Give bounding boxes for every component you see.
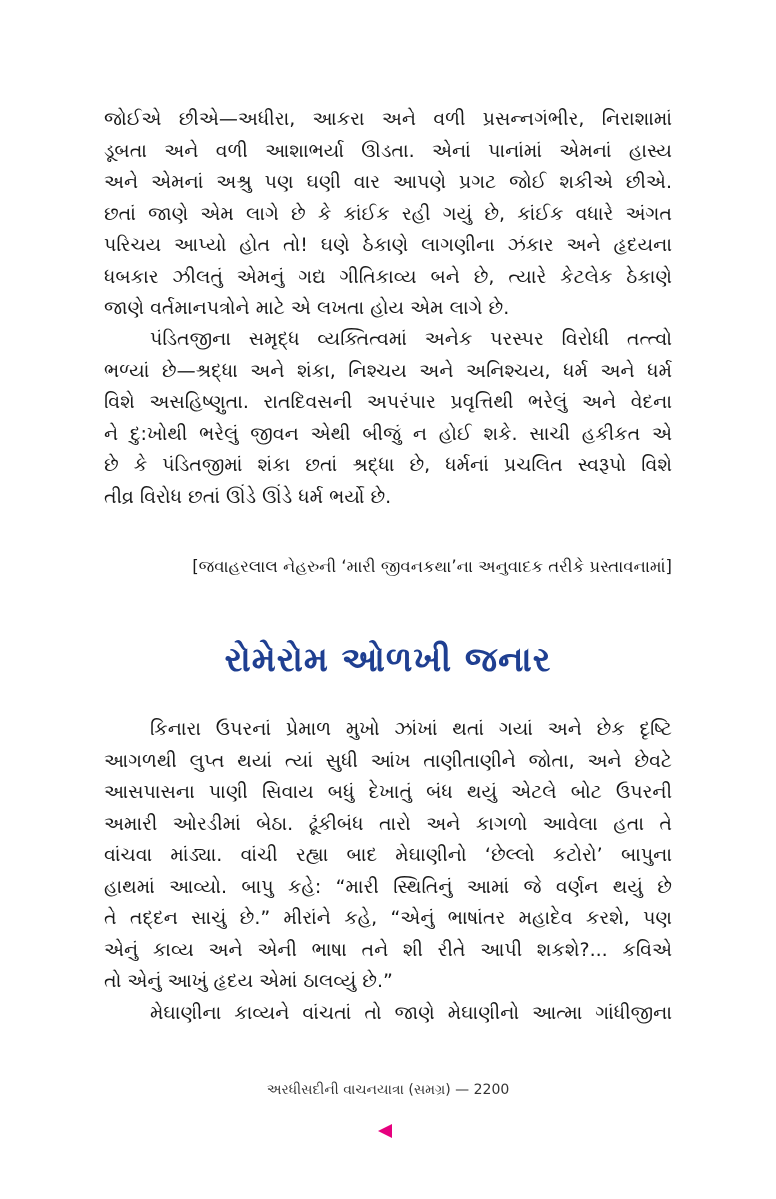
paragraph-line: આગળથી લુપ્ત થયાં ત્યાં સુધી આંખ તાણીતાણીને જોતા, અને છેવટે — [104, 749, 672, 772]
paragraph-line: અને એમનાં અશ્રુ પણ ઘણી વાર આપણે પ્રગટ જોઈ શકીએ છીએ. — [104, 171, 672, 193]
paragraph-line: તો એનું આખું હૃદય એમાં ઠાલવ્યું છે.” — [104, 970, 393, 992]
paragraph-line: કિનારા ઉપરનાં પ્રેમાળ મુખો ઝાંખાં થતાં ગયાં અને છેક દૃષ્ટિ — [150, 718, 672, 740]
paragraph-line: ને દુ:ખોથી ભરેલું જીવન એથી બીજું ન હોઈ શકે. સાચી હકીકત એ — [104, 422, 672, 445]
paragraph-line: વાંચવા માંડ્યા. વાંચી રહ્યા બાદ મેઘાણીનો ‘છેલ્લો કટોરો’ બાપુના — [104, 844, 672, 866]
paragraph-line: ધબકાર ઝીલતું એમનું ગદ્ય ગીતિકાવ્ય બને છે, ત્યારે કેટલેક ઠેકાણે — [104, 265, 672, 288]
paragraph-line: ભળ્યાં છે—શ્રદ્ધા અને શંકા, નિશ્ચય અને અનિશ્ચય, ધર્મ અને ધર્મ — [104, 359, 672, 382]
paragraph-line: છતાં જાણે એમ લાગે છે કે કાંઈક રહી ગયું છે, કાંઈક વધારે અંગત — [104, 202, 672, 225]
paragraph-line: ડૂબતા અને વળી આશાભર્યા ઊડતા. એનાં પાનાંમાં એમનાં હાસ્ય — [104, 139, 672, 162]
page-footer: અરધીસદીની વાચનયાત્રા (સમગ્ર) — 2200 — [266, 1082, 510, 1098]
paragraph-line: જાણે વર્તમાનપત્રોને માટે એ લખતા હોય એમ લાગે છે. — [104, 297, 510, 319]
paragraph-line: પરિચય આપ્યો હોત તો! ઘણે ઠેકાણે લાગણીના ઝંકાર અને હૃદયના — [104, 234, 672, 256]
paragraph-line: હાથમાં આવ્યો. બાપુ કહે: “મારી સ્થિતિનું આમાં જે વર્ણન થયું છે — [104, 875, 672, 898]
paragraph-line: પંડિતજીના સમૃદ્ધ વ્યક્તિત્વમાં અનેક પરસ્પર વિરોધી તત્ત્વો — [150, 328, 672, 350]
left-triangle-arrow-icon[interactable] — [378, 1124, 392, 1138]
paragraph-line: આસપાસના પાણી સિવાય બધું દેખાતું બંધ થયું એટલે બોટ ઉપરની — [104, 781, 672, 803]
article-title: રોમેરોમ ઓળખી જનાર — [224, 640, 552, 680]
continued-text-section — [104, 104, 672, 325]
source-citation: [જવાહરલાલ નેહરુની ‘મારી જીવનકથા’ના અનુવાદક તરીકે પ્રસ્તાવનામાં] — [192, 557, 672, 576]
second-paragraph — [104, 324, 672, 513]
paragraph-line: વિશે અસહિષ્ણુતા. રાતદિવસની અપરંપાર પ્રવૃત્તિથી ભરેલું અને વેદના — [104, 391, 672, 413]
paragraph-line: અમારી ઓરડીમાં બેઠા. ઢૂંકીબંધ તારો અને કાગળો આવેલા હતા તે — [104, 812, 672, 835]
paragraph-line: જોઈએ છીએ—અધીરા, આકરા અને વળી પ્રસન્નગંભીર, નિરાશામાં — [104, 108, 672, 130]
paragraph-line: એનું કાવ્ય અને એની ભાષા તને શી રીતે આપી શકશે?... કવિએ — [104, 938, 672, 961]
paragraph-line: મેઘાણીના કાવ્યને વાંચતાં તો જાણે મેઘાણીનો આત્મા ગાંધીજીના — [150, 1001, 672, 1024]
paragraph-line: છે કે પંડિતજીમાં શંકા છતાં શ્રદ્ધા છે, ધર્મનાં પ્રચલિત સ્વરૂપો વિશે — [104, 454, 672, 476]
paragraph-line: તે તદ્દન સાચું છે.” મીરાંને કહે, “એનું ભાષાંતર મહાદેવ કરશે, પણ — [104, 907, 672, 929]
paragraph-line: તીવ્ર વિરોધ છતાં ઊંડે ઊંડે ધર્મ ભર્યો છે. — [104, 485, 392, 508]
article-body — [104, 714, 672, 1029]
